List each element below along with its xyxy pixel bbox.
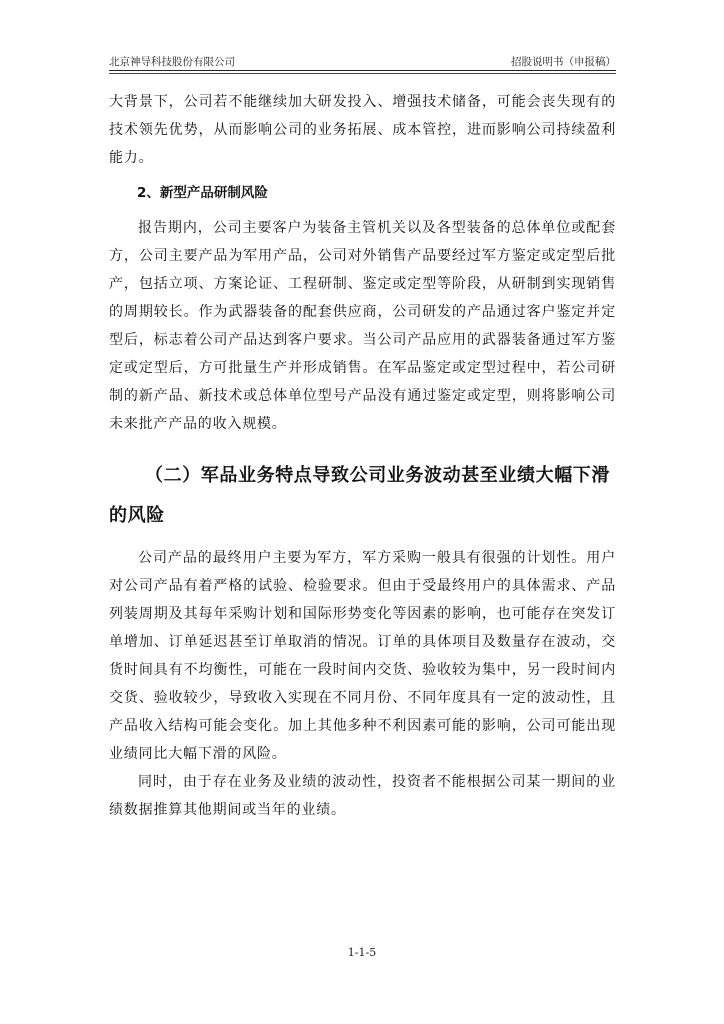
subheading-new-product-risk: 2、新型产品研制风险 bbox=[137, 185, 268, 201]
section-heading-military-business-risk: （二）军品业务特点导致公司业务波动甚至业绩大幅下滑的风险 bbox=[109, 465, 610, 526]
page-body bbox=[109, 88, 616, 824]
header-document-title: 招股说明书（申报稿） bbox=[511, 56, 616, 68]
paragraph-new-product-risk: 报告期内，公司主要客户为装备主管机关以及各型装备的总体单位或配套方，公司主要产品为军用产品，公司对外销售产品要经过军方鉴定或定型后批产，包括立项、方案论证、工程研制、鉴定或定型等阶段，从研制到实现销售的周期较长。作为武器装备的配套供应商，公司研发的产品通过客户鉴定并定型后，标志着公司产品达到客户要求。当公司产品应用的武器装备通过军方鉴定或定型后，方可批量生产并形成销售。在军品鉴定或定型过程中，若公司研制的新产品、新技术或总体单位型号产品没有通过鉴定或定型，则将影响公司未来批产产品的收入规模。 bbox=[109, 220, 616, 432]
paragraph-military-business-risk: 公司产品的最终用户主要为军方，军方采购一般具有很强的计划性。用户对公司产品有着严格的试验、检验要求。但由于受最终用户的具体需求、产品列装周期及其每年采购计划和国际形势变化等因素的影响，也可能存在突发订单增加、订单延迟甚至订单取消的情况。订单的具体项目及数量存在波动，交货时间具有不均衡性，可能在一段时间内交货、验收较为集中，另一段时间内交货、验收较少，导致收入实现在不同月份、不同年度具有一定的波动性，且产品收入结构可能会变化。加上其他多种不利因素可能的影响，公司可能出现业绩同比大幅下滑的风险。 bbox=[109, 550, 616, 762]
paragraph-investor-note: 同时，由于存在业务及业绩的波动性，投资者不能根据公司某一期间的业绩数据推算其他期间或当年的业绩。 bbox=[109, 774, 616, 818]
paragraph-continued: 大背景下，公司若不能继续加大研发投入、增强技术储备，可能会丧失现有的技术领先优势，从而影响公司的业务拓展、成本管控，进而影响公司持续盈利能力。 bbox=[109, 94, 616, 166]
page-number: 1-1-5 bbox=[347, 946, 377, 959]
header-divider bbox=[109, 73, 616, 74]
page-header bbox=[109, 50, 616, 71]
header-company-name: 北京神导科技股份有限公司 bbox=[109, 56, 235, 68]
